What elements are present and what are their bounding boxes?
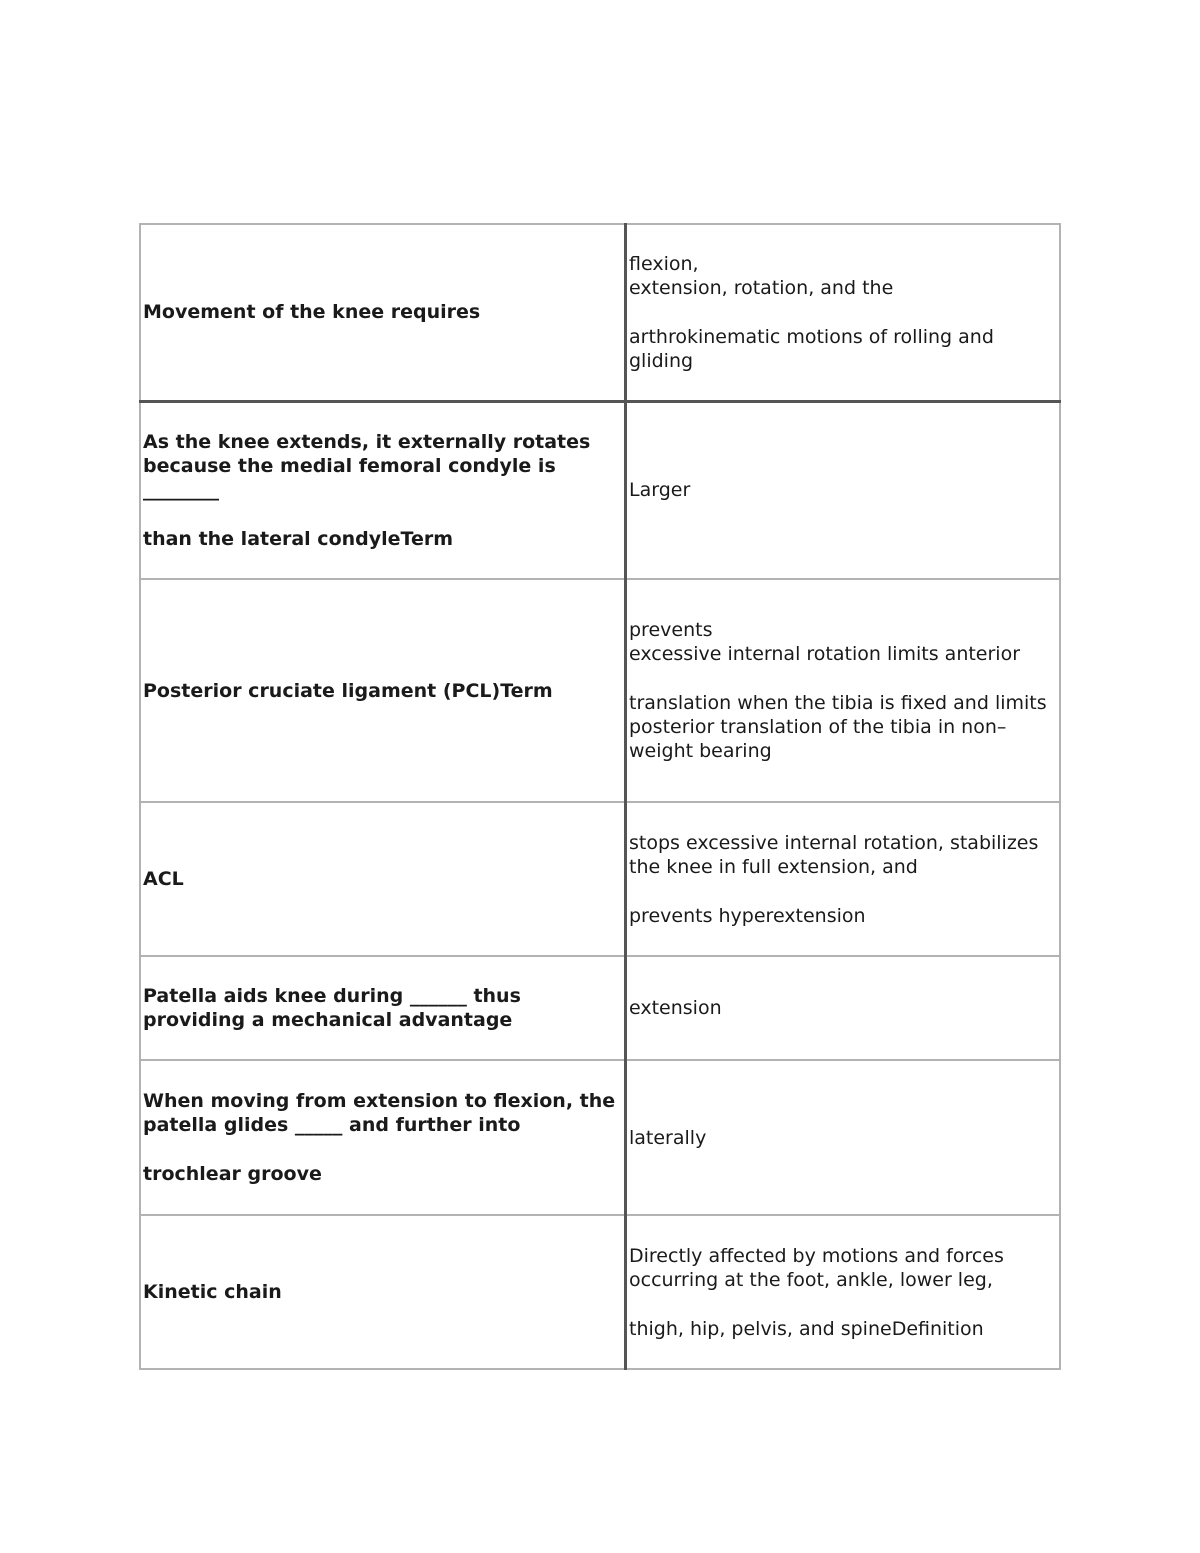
term-cell (140, 1060, 626, 1215)
definition-text: Directly affected by motions and forces occurring at the foot, ankle, lower leg, (629, 1244, 1004, 1291)
definition-text: thigh, hip, pelvis, and spineDefinition (629, 1317, 984, 1340)
definition-cell (626, 401, 1061, 579)
flashcard-row (140, 802, 1060, 956)
definition-cell (626, 802, 1061, 956)
term-text: When moving from extension to flexion, the patella glides _____ and further into (143, 1090, 616, 1136)
term-cell (140, 401, 626, 579)
definition-text: prevents hyperextension (629, 904, 866, 927)
term-cell (140, 956, 626, 1060)
definition-cell (626, 579, 1061, 802)
flashcard-row (140, 224, 1060, 401)
term-text: Movement of the knee requires (143, 301, 481, 324)
flashcard-row (140, 956, 1060, 1060)
term-cell (140, 224, 626, 401)
flashcard-row (140, 1060, 1060, 1215)
definition-text: flexion, extension, rotation, and the (629, 252, 894, 299)
flashcard-row (140, 401, 1060, 579)
definition-text: arthrokinematic motions of rolling and gliding (629, 325, 994, 372)
term-text: trochlear groove (143, 1163, 322, 1185)
definition-cell (626, 956, 1061, 1060)
term-text: than the lateral condyleTerm (143, 527, 454, 550)
definition-cell (626, 1215, 1061, 1369)
definition-cell (626, 224, 1061, 401)
definition-text: prevents excessive internal rotation limits anterior (629, 619, 1021, 665)
definition-text: extension (629, 997, 722, 1019)
term-text: Kinetic chain (143, 1281, 282, 1303)
term-text: Patella aids knee during ______ thus providing a mechanical advantage (143, 985, 521, 1031)
term-text: As the knee extends, it externally rotates because the medial femoral condyle is ________ (143, 430, 591, 501)
term-text: Posterior cruciate ligament (PCL)Term (143, 679, 553, 702)
term-cell (140, 802, 626, 956)
term-text: ACL (143, 868, 184, 890)
flashcard-table (139, 223, 1061, 1370)
definition-text: laterally (629, 1126, 707, 1149)
definition-text: stops excessive internal rotation, stabilizes the knee in full extension, and (629, 831, 1039, 878)
flashcard-row (140, 1215, 1060, 1369)
definition-cell (626, 1060, 1061, 1215)
term-cell (140, 1215, 626, 1369)
term-cell (140, 579, 626, 802)
definition-text: translation when the tibia is fixed and limits posterior translation of the tibia in non–weight bearing (629, 692, 1047, 762)
flashcard-row (140, 579, 1060, 802)
definition-text: Larger (629, 479, 691, 502)
